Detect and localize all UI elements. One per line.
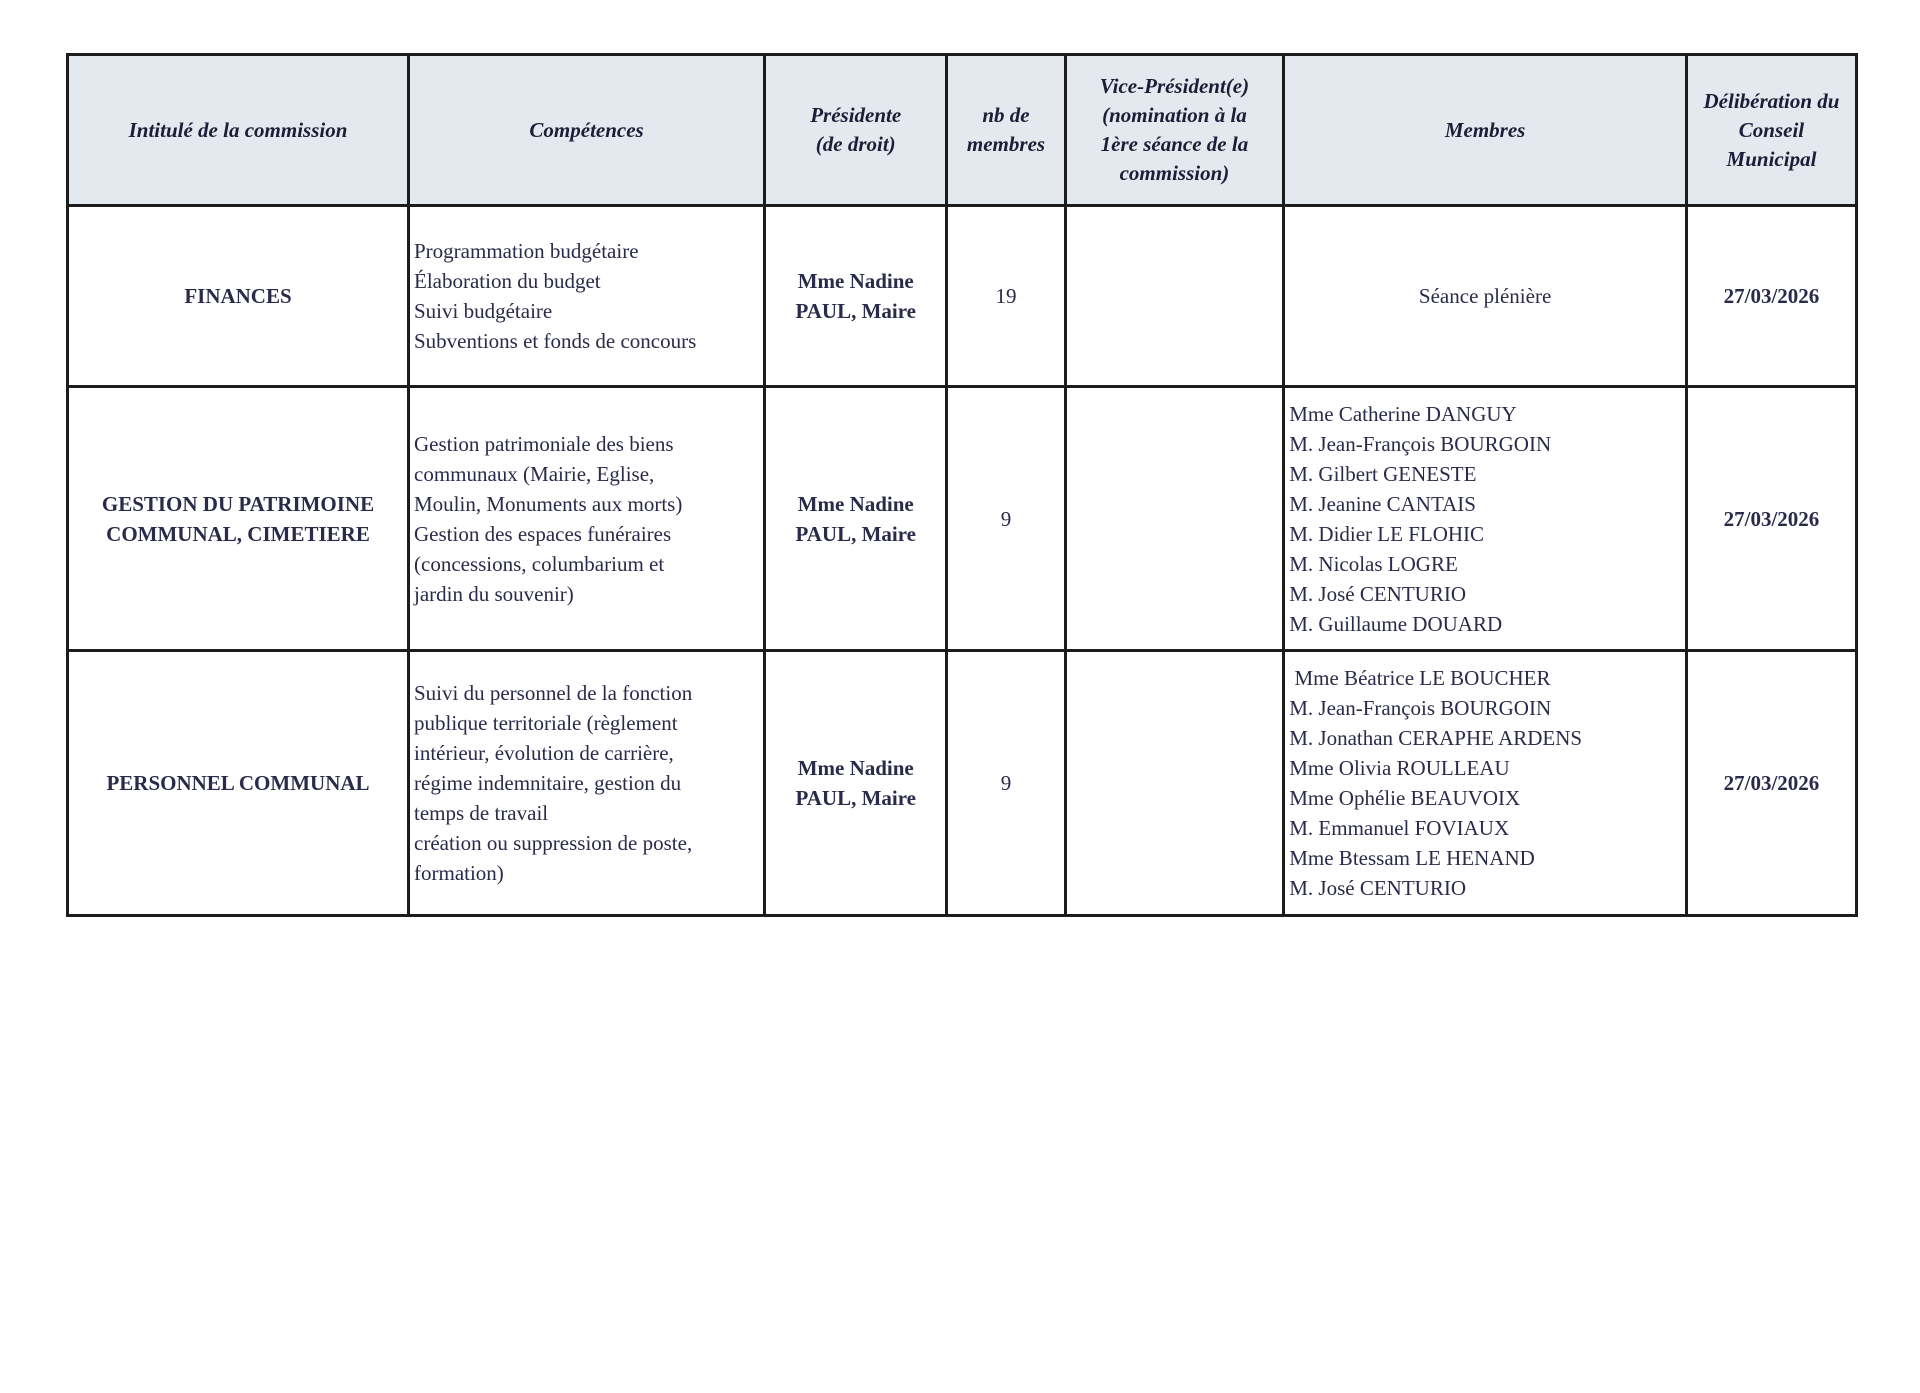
table-row xyxy=(68,206,1857,387)
competence-line: intérieur, évolution de carrière, xyxy=(414,741,674,765)
competence-line: création ou suppression de poste, xyxy=(414,831,693,855)
competence-line: Élaboration du budget xyxy=(414,269,601,293)
presidente-cell xyxy=(765,651,947,916)
commission-name-line: PERSONNEL COMMUNAL xyxy=(106,771,370,795)
commission-name-line: COMMUNAL, CIMETIERE xyxy=(106,521,370,546)
vice-president-cell xyxy=(1065,206,1284,387)
header-membres: Membres xyxy=(1284,55,1687,206)
competence-line: communaux (Mairie, Eglise, xyxy=(414,461,655,486)
competences-cell xyxy=(409,387,765,651)
membre-line: Mme Catherine DANGUY xyxy=(1289,401,1517,426)
membre-line: M. Nicolas LOGRE xyxy=(1289,551,1458,576)
competence-line: Gestion des espaces funéraires xyxy=(414,521,672,546)
membre-line: M. Guillaume DOUARD xyxy=(1289,611,1503,636)
membre-line: M. Jean-François BOURGOIN xyxy=(1289,696,1552,720)
header-deliberation-line: Municipal xyxy=(1726,146,1817,171)
header-deliberation-line: Conseil xyxy=(1738,117,1805,142)
membre-line: Mme Olivia ROULLEAU xyxy=(1289,756,1510,780)
deliberation-cell: 27/03/2026 xyxy=(1686,651,1856,916)
competence-line: Suivi du personnel de la fonction xyxy=(414,681,693,705)
membre-line: M. Emmanuel FOVIAUX xyxy=(1289,816,1510,840)
competence-line: Subventions et fonds de concours xyxy=(414,329,697,353)
membre-line: Séance plénière xyxy=(1418,284,1552,308)
commission-name xyxy=(68,387,409,651)
header-vice-president xyxy=(1065,55,1284,206)
competence-line: temps de travail xyxy=(414,801,549,825)
membre-line: Mme Btessam LE HENAND xyxy=(1289,846,1535,870)
header-competences: Compétences xyxy=(409,55,765,206)
commission-name xyxy=(68,651,409,916)
header-deliberation-line: Délibération du xyxy=(1703,88,1840,113)
presidente-line: PAUL, Maire xyxy=(795,521,916,546)
competence-line: Moulin, Monuments aux morts) xyxy=(414,491,683,516)
presidente-line: Mme Nadine xyxy=(797,491,914,516)
table-row xyxy=(68,387,1857,651)
commission-table xyxy=(66,53,1858,917)
header-row xyxy=(68,55,1857,206)
competence-line: (concessions, columbarium et xyxy=(414,551,665,576)
vice-president-cell xyxy=(1065,387,1284,651)
competence-line: formation) xyxy=(414,861,504,885)
membre-line: M. Jonathan CERAPHE ARDENS xyxy=(1289,726,1583,750)
membre-line: Mme Béatrice LE BOUCHER xyxy=(1289,666,1551,690)
membre-line: M. Gilbert GENESTE xyxy=(1289,461,1477,486)
header-vice-line: (nomination à la xyxy=(1102,103,1247,127)
competences-cell xyxy=(409,651,765,916)
deliberation-cell: 27/03/2026 xyxy=(1686,387,1856,651)
competence-line: Gestion patrimoniale des biens xyxy=(414,431,674,456)
header-deliberation xyxy=(1686,55,1856,206)
header-presidente-line: Présidente xyxy=(810,103,902,127)
header-nb-line: nb de xyxy=(982,103,1030,127)
header-nb-line: membres xyxy=(966,132,1046,156)
membres-cell xyxy=(1284,651,1687,916)
header-vice-line: Vice-Président(e) xyxy=(1099,74,1250,98)
vice-president-cell xyxy=(1065,651,1284,916)
nb-membres-cell: 9 xyxy=(947,387,1065,651)
competence-line: jardin du souvenir) xyxy=(414,581,574,606)
header-nb-membres xyxy=(947,55,1065,206)
commission-name xyxy=(68,206,409,387)
header-presidente xyxy=(765,55,947,206)
presidente-cell xyxy=(765,206,947,387)
membre-line: M. Jean-François BOURGOIN xyxy=(1289,431,1552,456)
competences-cell xyxy=(409,206,765,387)
commission-name-line: FINANCES xyxy=(184,284,292,308)
membre-line: M. Jeanine CANTAIS xyxy=(1289,491,1476,516)
presidente-cell xyxy=(765,387,947,651)
nb-membres-cell: 9 xyxy=(947,651,1065,916)
header-commission-name: Intitulé de la commission xyxy=(68,55,409,206)
header-vice-line: 1ère séance de la xyxy=(1100,132,1249,156)
membres-cell xyxy=(1284,206,1687,387)
membres-cell xyxy=(1284,387,1687,651)
commission-name-line: GESTION DU PATRIMOINE xyxy=(101,491,375,516)
competence-line: Programmation budgétaire xyxy=(414,239,639,263)
competence-line: publique territoriale (règlement xyxy=(414,711,678,735)
presidente-line: Mme Nadine xyxy=(797,756,914,780)
competence-line: régime indemnitaire, gestion du xyxy=(414,771,682,795)
header-presidente-line: (de droit) xyxy=(815,132,896,156)
competence-line: Suivi budgétaire xyxy=(414,299,553,323)
membre-line: M. Didier LE FLOHIC xyxy=(1289,521,1485,546)
presidente-line: PAUL, Maire xyxy=(795,299,916,323)
nb-membres-cell: 19 xyxy=(947,206,1065,387)
presidente-line: PAUL, Maire xyxy=(795,786,916,810)
presidente-line: Mme Nadine xyxy=(797,269,914,293)
membre-line: M. José CENTURIO xyxy=(1289,876,1466,900)
membre-line: Mme Ophélie BEAUVOIX xyxy=(1289,786,1521,810)
table-row xyxy=(68,651,1857,916)
membre-line: M. José CENTURIO xyxy=(1289,581,1466,606)
header-vice-line: commission) xyxy=(1119,161,1230,185)
deliberation-cell: 27/03/2026 xyxy=(1686,206,1856,387)
